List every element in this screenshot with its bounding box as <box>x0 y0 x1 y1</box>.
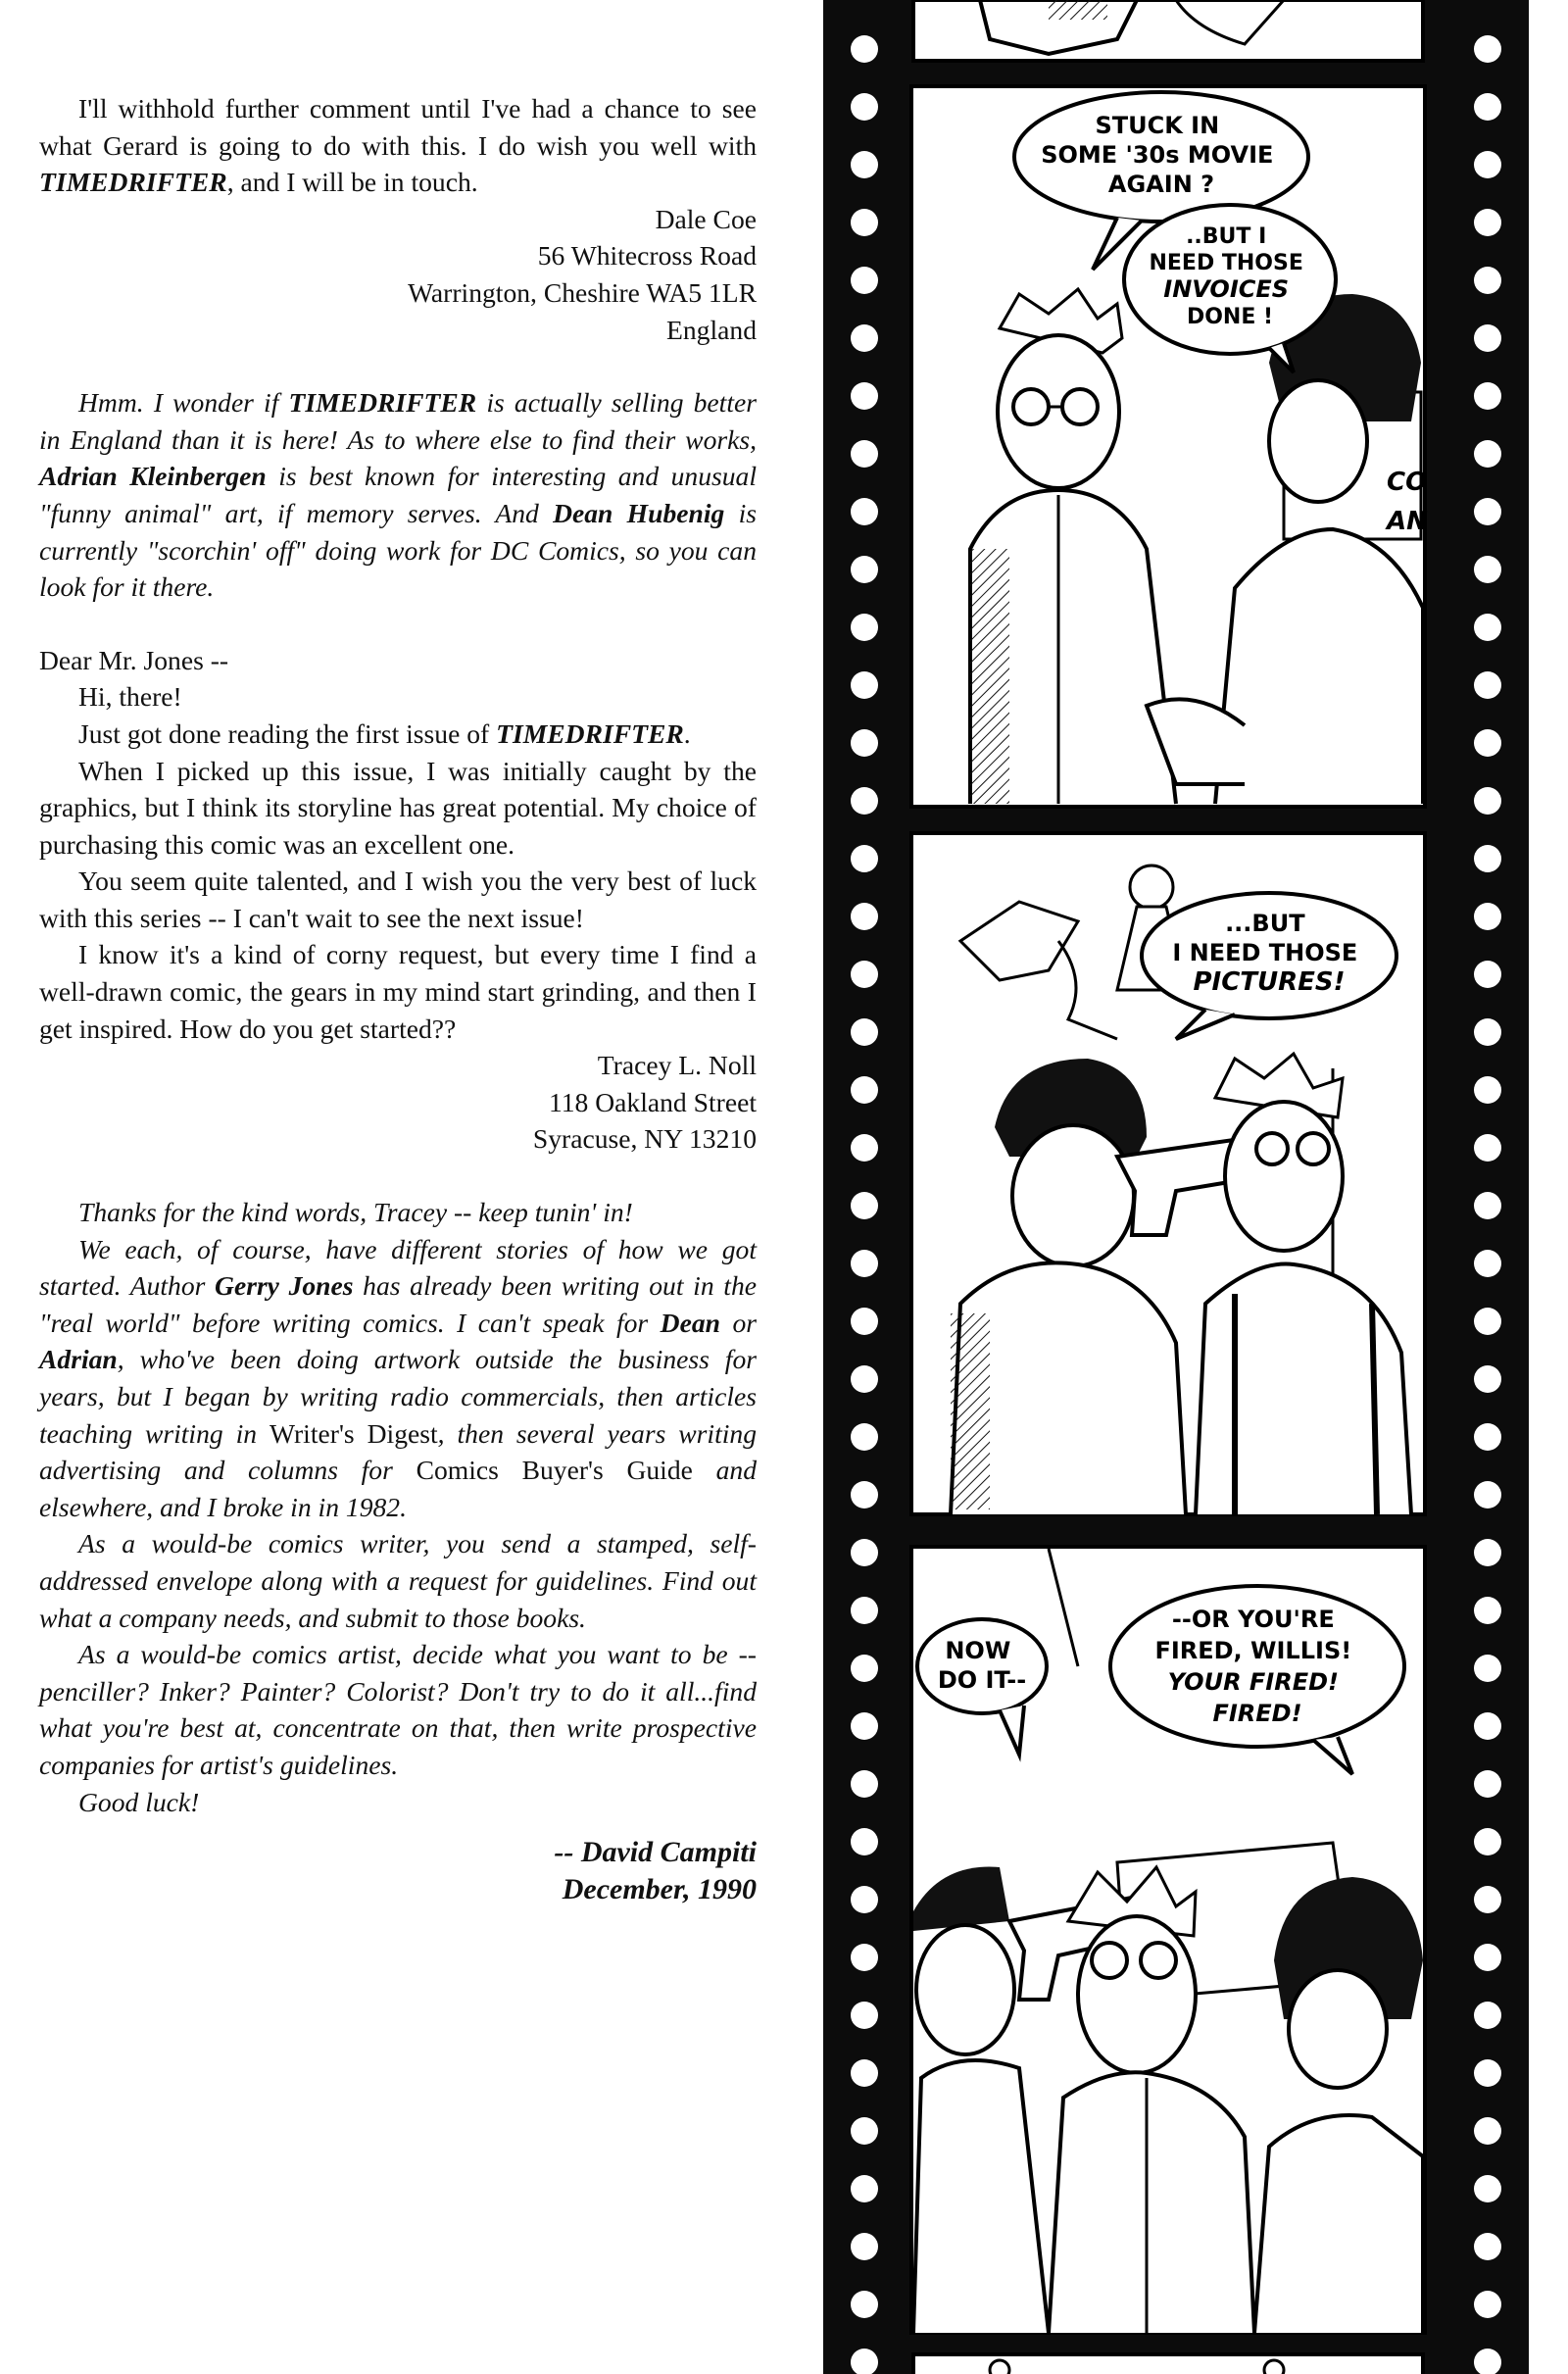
letter2-para1-end: . <box>683 717 691 749</box>
panel1-balloon-2-line-3: INVOICES <box>1163 275 1290 303</box>
panel3-balloon-2-line-2: FIRED, WILLIS! <box>1154 1637 1352 1664</box>
sprocket-hole <box>1474 440 1501 468</box>
letter1-closing-text: I'll withhold further comment until I've had a chance to see what Gerard is going to do with this. I do wish you well with <box>39 93 757 161</box>
signature-name: -- David Campiti <box>554 1836 757 1869</box>
sprocket-hole <box>851 2059 878 2087</box>
sprocket-hole <box>1474 267 1501 294</box>
panel1-balloon-2-line-4: DONE ! <box>1186 305 1274 329</box>
sprocket-hole <box>1474 1712 1501 1740</box>
sprocket-hole <box>851 151 878 178</box>
sprocket-hole <box>851 2117 878 2145</box>
panel1-glasses-right <box>1062 389 1098 424</box>
panel-top-partial <box>913 0 1423 61</box>
sprocket-hole <box>851 1365 878 1393</box>
reply2-gerry: Gerry Jones <box>215 1270 354 1302</box>
panel1-balloon-2-line-1: ..BUT I <box>1186 224 1267 249</box>
sprocket-hole <box>1474 1423 1501 1451</box>
sprocket-hole <box>1474 1192 1501 1219</box>
sprocket-hole <box>1474 35 1501 63</box>
sprocket-hole <box>851 2175 878 2202</box>
letter2-salutation: Dear Mr. Jones -- <box>39 644 229 675</box>
sprocket-hole <box>1474 151 1501 178</box>
panel1-balloon-1-line-1: STUCK IN <box>1095 112 1220 139</box>
letter1-closing-title: TIMEDRIFTER <box>39 167 227 198</box>
sprocket-hole <box>1474 1308 1501 1335</box>
sprocket-hole <box>1474 2233 1501 2260</box>
letter2-para1-title: TIMEDRIFTER <box>496 717 684 749</box>
panel2-gunman-face <box>1012 1125 1134 1266</box>
reply2-adrian: Adrian <box>39 1344 118 1375</box>
reply2-p2 <box>39 1231 757 1526</box>
letter2-greeting: Hi, there! <box>78 681 182 713</box>
sprocket-hole <box>851 961 878 988</box>
sprocket-hole <box>851 1770 878 1798</box>
sprocket-hole <box>1474 903 1501 930</box>
panel3-balloon-2-line-3: YOUR FIRED! <box>1167 1668 1339 1696</box>
sprocket-hole <box>851 1828 878 1855</box>
reply1-text-b: is actually selling better in England than it is here! As to where else to find their works, <box>39 387 757 455</box>
sprocket-hole <box>1474 961 1501 988</box>
sprocket-hole <box>851 267 878 294</box>
panel3-woman-face <box>1289 1970 1387 2088</box>
sprocket-hole <box>851 845 878 872</box>
reply1-adrian: Adrian Kleinbergen <box>39 461 267 492</box>
sprocket-hole <box>1474 2117 1501 2145</box>
sprocket-hole <box>1474 729 1501 757</box>
panel1-woman-face <box>1269 380 1367 502</box>
sprocket-hole <box>851 324 878 352</box>
sprocket-hole <box>1474 1886 1501 1913</box>
sprocket-hole <box>851 1192 878 1219</box>
sprocket-hole <box>1474 1597 1501 1624</box>
sprocket-hole <box>851 1250 878 1277</box>
sprocket-hole <box>851 498 878 525</box>
reply2-p2-d: , who've been doing artwork outside the business for years, but I began by writing radio commercials, then articles teaching writing in <box>39 1344 757 1449</box>
letter1-country: England <box>666 314 757 345</box>
sprocket-hole <box>1474 556 1501 583</box>
sprocket-hole <box>1474 324 1501 352</box>
letter1-name: Dale Coe <box>655 203 757 234</box>
sprocket-hole <box>1474 1365 1501 1393</box>
letter1-closing <box>39 90 757 201</box>
sprocket-hole <box>851 1018 878 1046</box>
panel1-balloon-1-line-2: SOME '30s MOVIE <box>1041 141 1274 169</box>
panel-3 <box>911 1547 1425 2333</box>
sprocket-hole <box>1474 1944 1501 1971</box>
comic-filmstrip <box>823 0 1529 2374</box>
sprocket-hole <box>851 787 878 815</box>
sprocket-hole <box>851 1655 878 1682</box>
sprocket-hole <box>851 209 878 236</box>
letter1-street: 56 Whitecross Road <box>537 240 757 272</box>
sprocket-hole <box>1474 2059 1501 2087</box>
panel1-sign-an: AN <box>1387 507 1428 536</box>
reply2-dean: Dean <box>660 1307 720 1338</box>
sprocket-hole <box>1474 2175 1501 2202</box>
sprocket-hole <box>1474 2291 1501 2318</box>
sprocket-hole <box>851 671 878 699</box>
sprocket-hole <box>851 1712 878 1740</box>
panel-1 <box>911 86 1428 807</box>
panel3-balloon-2-line-4: FIRED! <box>1212 1700 1302 1727</box>
panel3-balloon-2-line-1: --OR YOU'RE <box>1171 1606 1335 1633</box>
sprocket-hole <box>851 1134 878 1162</box>
panel1-balloon-2-line-2: NEED THOSE <box>1149 251 1303 275</box>
letter2-para2: When I picked up this issue, I was initially caught by the graphics, but I think its storyline has great potential. My choice of purchasing this comic was an excellent one. <box>39 755 757 860</box>
sprocket-hole <box>851 382 878 410</box>
panel-2 <box>911 833 1425 1514</box>
panel3-gunman-face <box>916 1925 1014 2054</box>
letter2-para4: I know it's a kind of corny request, but every time I find a well-drawn comic, the gears in my mind start grinding, and then I get inspired. How do you get started?? <box>39 939 757 1044</box>
reply2-p5: Good luck! <box>78 1786 200 1817</box>
reply2-writers-digest: Writer's Digest <box>270 1417 438 1449</box>
reply1-text-a: Hmm. I wonder if <box>78 387 289 419</box>
sprocket-hole <box>851 1423 878 1451</box>
sprocket-hole <box>1474 1655 1501 1682</box>
reply2-p2-a: We each, of course, have different stories of how we got started. Author <box>39 1233 757 1302</box>
panel-bottom-partial <box>913 2354 1423 2374</box>
sprocket-hole <box>1474 2002 1501 2029</box>
sprocket-hole <box>851 1944 878 1971</box>
panel1-sign-co: CO <box>1387 468 1428 497</box>
sprocket-hole <box>1474 1076 1501 1104</box>
sprocket-hole <box>1474 1250 1501 1277</box>
reply1-text-d: is currently "scorchin' off" doing work for DC Comics, so you can look for it there. <box>39 497 757 603</box>
sprocket-hole <box>851 1481 878 1508</box>
sprocket-hole <box>1474 1481 1501 1508</box>
sprocket-hole <box>1474 382 1501 410</box>
panel3-balloon-1-line-2: DO IT-- <box>937 1666 1027 1694</box>
reply1-title: TIMEDRIFTER <box>288 387 477 419</box>
letter1-city: Warrington, Cheshire WA5 1LR <box>408 276 757 308</box>
reply1-text-c: is best known for interesting and unusual "funny animal" art, if memory serves. And <box>39 461 758 528</box>
reply2-p2-e: , then several years writing advertising and columns for <box>39 1417 757 1486</box>
reply2-p2-b: has already been writing out in the "real world" before writing comics. I can't speak for <box>39 1270 757 1338</box>
sprocket-hole <box>1474 93 1501 121</box>
panel2-balloon-line-1: ...BUT <box>1225 910 1305 937</box>
letters-column <box>39 90 757 1908</box>
letter2-name: Tracey L. Noll <box>597 1050 757 1081</box>
sprocket-hole <box>1474 671 1501 699</box>
sprocket-hole <box>851 2291 878 2318</box>
letter1-closing-end: , and I will be in touch. <box>226 167 478 198</box>
sprocket-hole <box>1474 614 1501 641</box>
panel3-balloon-1-line-1: NOW <box>945 1637 1011 1664</box>
sprocket-hole <box>851 93 878 121</box>
sprocket-hole <box>851 903 878 930</box>
sprocket-hole <box>1474 1018 1501 1046</box>
sprocket-hole <box>851 1308 878 1335</box>
sprocket-hole <box>851 1597 878 1624</box>
sprocket-hole <box>851 614 878 641</box>
letter2-para1-text: Just got done reading the first issue of <box>78 717 497 749</box>
sprocket-hole <box>1474 787 1501 815</box>
sprocket-hole <box>851 556 878 583</box>
sprocket-hole <box>851 729 878 757</box>
panel1-balloon-1-line-3: AGAIN ? <box>1107 171 1215 198</box>
reply2-p1: Thanks for the kind words, Tracey -- keep tunin' in! <box>78 1197 633 1228</box>
letter2-para1 <box>39 716 757 753</box>
sprocket-hole <box>851 1886 878 1913</box>
reply2-p3: As a would-be comics writer, you send a stamped, self-addressed envelope along with a request for guidelines. Find out what a company needs, and submit to those books. <box>39 1528 757 1633</box>
reply2-p4: As a would-be comics artist, decide what you want to be -- penciller? Inker? Painter? Colorist? Don't try to do it all...find what you're best at, concentrate on that, then write prospective companies for artist's guidelines. <box>39 1639 757 1780</box>
sprocket-hole <box>1474 845 1501 872</box>
sprocket-hole <box>1474 1828 1501 1855</box>
panel3-victim-head <box>1078 1916 1196 2073</box>
sprocket-hole <box>851 2233 878 2260</box>
sprocket-hole <box>851 35 878 63</box>
panel2-balloon-line-3: PICTURES! <box>1193 967 1346 997</box>
signature-date: December, 1990 <box>562 1873 757 1906</box>
panel2-balloon-line-2: I NEED THOSE <box>1172 939 1358 966</box>
letter2-para3: You seem quite talented, and I wish you the very best of luck with this series -- I can't wait to see the next issue! <box>39 866 757 933</box>
sprocket-hole <box>1474 1134 1501 1162</box>
reply1-dean: Dean Hubenig <box>553 497 725 528</box>
sprocket-hole <box>1474 498 1501 525</box>
sprocket-hole <box>1474 209 1501 236</box>
panel2-victim-head <box>1225 1102 1343 1251</box>
letter2-street: 118 Oakland Street <box>548 1086 757 1117</box>
sprocket-hole <box>851 2002 878 2029</box>
panel1-glasses-left <box>1013 389 1049 424</box>
sprocket-hole <box>851 1539 878 1566</box>
reply2-p2-c: or <box>719 1307 757 1338</box>
sprocket-hole <box>851 440 878 468</box>
sprocket-hole <box>851 1076 878 1104</box>
reply1 <box>39 384 757 606</box>
sprocket-hole <box>1474 1539 1501 1566</box>
reply2-p2-f: and elsewhere, and I broke in in 1982. <box>39 1455 757 1522</box>
reply2-cbg: Comics Buyer's Guide <box>416 1455 693 1486</box>
letter2-city: Syracuse, NY 13210 <box>532 1123 757 1155</box>
sprocket-hole <box>1474 1770 1501 1798</box>
